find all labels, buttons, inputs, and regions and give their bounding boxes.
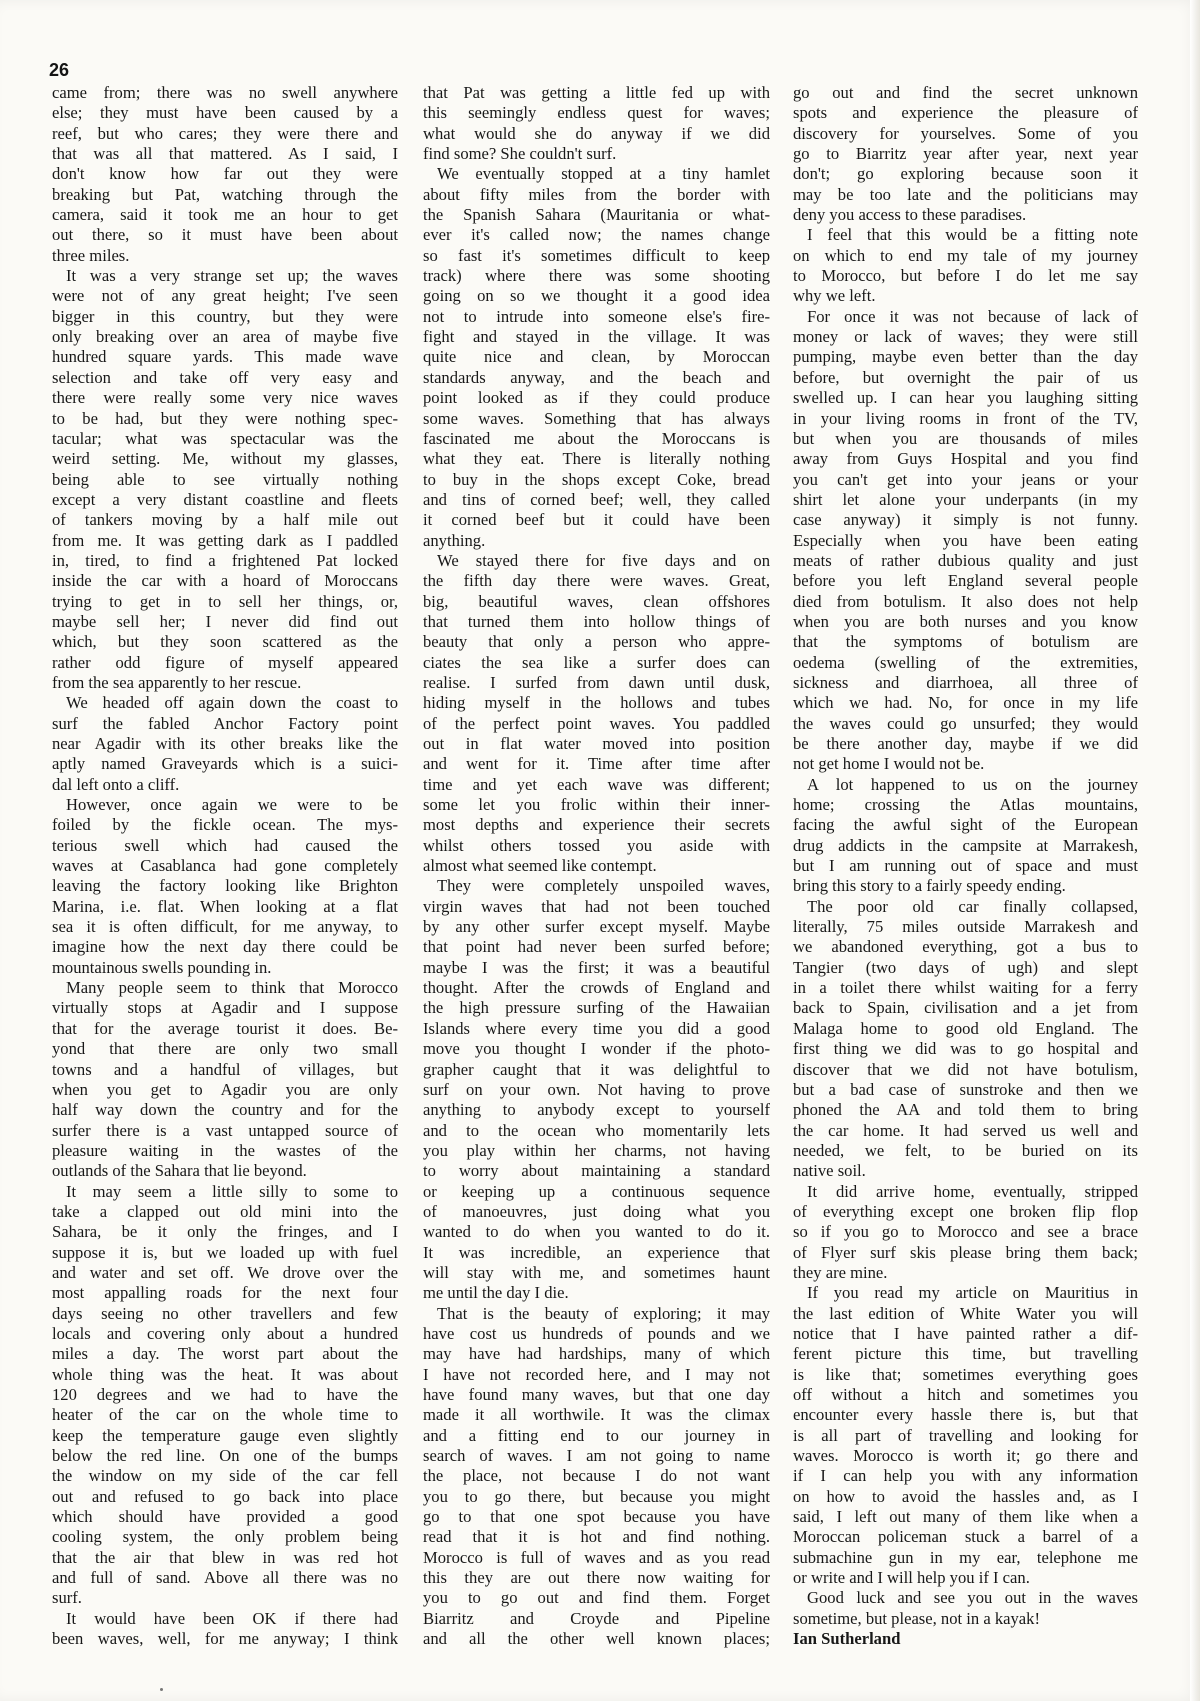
text-line: been waves, well, for me anyway; I think	[52, 1629, 398, 1649]
text-line: It would have been OK if there had	[66, 1608, 398, 1628]
text-line: we abandoned everything, got a bus to	[793, 937, 1138, 957]
text-line: whilst others tossed you aside with	[423, 835, 770, 855]
text-line: this seemingly endless quest for waves;	[423, 103, 770, 123]
text-line: swelled up. I can hear you laughing sitting	[793, 388, 1138, 408]
text-line: grapher caught that it was delightful to	[423, 1059, 770, 1079]
text-line: Marina, i.e. flat. When looking at a flat	[52, 896, 398, 916]
text-line: from the sea apparently to her rescue.	[52, 672, 302, 692]
text-line: waves at Casablanca had gone completely	[52, 856, 398, 876]
text-line: of manoeuvres, just doing what you	[423, 1201, 770, 1221]
text-line: dal left onto a cliff.	[52, 774, 180, 794]
text-line: the fifth day there were waves. Great,	[423, 571, 770, 591]
text-line: rather odd figure of myself appeared	[52, 652, 398, 672]
text-line: take a clapped out old mini into the	[52, 1201, 398, 1221]
text-line: some waves. Something that has always	[423, 408, 770, 428]
text-line: or write and I will help you if I can.	[793, 1568, 1030, 1588]
text-line: It was incredible, an experience that	[423, 1242, 770, 1262]
text-line: and to the ocean who momentarily lets	[423, 1120, 770, 1140]
text-line: the last edition of White Water you will	[793, 1303, 1138, 1323]
text-line: They were completely unspoiled waves,	[437, 876, 770, 896]
text-line: encounter every hassle there is, but that	[793, 1405, 1138, 1425]
text-line: came from; there was no swell anywhere	[52, 83, 398, 102]
text-line: before, but overnight the pair of us	[793, 367, 1138, 387]
text-line: leaving the factory looking like Brighton	[52, 876, 398, 896]
text-line: most depths and experience their secrets	[423, 815, 770, 835]
text-line: so fast it's sometimes difficult to keep	[423, 245, 770, 265]
text-line: but when you are thousands of miles	[793, 428, 1138, 448]
text-line: is like that; sometimes everything goes	[793, 1364, 1138, 1384]
text-line: which should have provided a good	[52, 1507, 398, 1527]
text-line: not get home I would not be.	[793, 754, 985, 774]
text-line: Islands where every time you did a good	[423, 1018, 770, 1038]
text-line: near Agadir with its other breaks like the	[52, 734, 398, 753]
text-line: I feel that this would be a fitting note	[807, 225, 1138, 245]
text-line: of Flyer surf skis please bring them back;	[793, 1242, 1138, 1262]
text-line: from me. It was getting dark as I paddled	[52, 530, 398, 550]
text-line: me until the day I die.	[423, 1283, 569, 1303]
text-line: sea it is often difficult, for me anyway, to	[52, 917, 398, 937]
text-line: but a bad case of sunstroke and then we	[793, 1079, 1138, 1099]
text-line: were not of any great height; I've seen	[52, 286, 398, 306]
text-line: I have not recorded here, and I may not	[423, 1364, 770, 1384]
text-line: back to Spain, civilisation and a jet from	[793, 998, 1138, 1018]
text-line: have found many waves, but that one day	[423, 1385, 770, 1404]
text-line: pleasure waiting in the wastes of the	[52, 1140, 398, 1160]
text-line: read that it is hot and find nothing.	[423, 1527, 770, 1547]
text-line: why we left.	[793, 286, 876, 306]
text-line: meats of rather dubious quality and just	[793, 550, 1138, 570]
author-byline: Ian Sutherland	[793, 1629, 901, 1649]
text-line: so if you go to Morocco and see a brace	[793, 1222, 1138, 1242]
text-line: ferent picture this time, but travelling	[793, 1344, 1138, 1364]
text-line: will stay with me, and sometimes haunt	[423, 1262, 770, 1282]
text-line: heater of the car on the whole time to	[52, 1405, 398, 1425]
text-line: when you get to Agadir you are only	[52, 1079, 398, 1099]
text-line: wanted to do when you wanted to do it.	[423, 1222, 770, 1242]
text-line: go to that one spot because you have	[423, 1507, 770, 1527]
text-line: If you read my article on Mauritius in	[807, 1283, 1138, 1303]
text-line: Many people seem to think that Morocco	[66, 978, 398, 998]
text-line: if I can help you with any information	[793, 1466, 1138, 1486]
text-line: the window on my side of the car fell	[52, 1466, 398, 1486]
text-line: foiled by the fickle ocean. The mys-	[52, 815, 398, 835]
text-line: It may seem a little silly to some to	[66, 1181, 398, 1201]
text-line: half way down the country and for the	[52, 1100, 398, 1120]
text-line: needed, we felt, to be buried on its	[793, 1140, 1138, 1160]
text-line: that for the average tourist it does. Be-	[52, 1018, 398, 1038]
text-line: towns and a handful of villages, but	[52, 1059, 398, 1079]
text-line: go out and find the secret unknown	[793, 83, 1138, 102]
text-line: which we had. No, for once in my life	[793, 693, 1138, 713]
text-line: and full of sand. Above all there was no	[52, 1568, 398, 1588]
text-line: most appalling roads for the next four	[52, 1283, 398, 1303]
text-line: Tangier (two days of ugh) and slept	[793, 957, 1138, 977]
text-line: mountainous swells pounding in.	[52, 957, 272, 977]
text-line: sickness and diarrhoea, all three of	[793, 672, 1138, 692]
text-line: notice that I have painted rather a dif-	[793, 1323, 1138, 1343]
text-line: about fifty miles from the border with	[423, 184, 770, 204]
text-line: Especially when you have been eating	[793, 530, 1138, 550]
text-line: to be had, but they were nothing spec-	[52, 408, 398, 428]
text-line: surfer there is a vast untapped source of	[52, 1120, 398, 1140]
text-line: bring this story to a fairly speedy ending.	[793, 876, 1066, 896]
text-line: native soil.	[793, 1161, 866, 1181]
text-line: may have had hardships, many of which	[423, 1344, 770, 1364]
text-line: search of waves. I am not going to name	[423, 1446, 770, 1466]
text-line: what would she do anyway if we did	[423, 123, 770, 143]
text-line: being able to see virtually nothing	[52, 469, 398, 489]
text-line: hundred square yards. This made wave	[52, 347, 398, 367]
text-line: breaking but Pat, watching through the	[52, 184, 398, 204]
text-line: We eventually stopped at a tiny hamlet	[437, 164, 770, 184]
text-line: inside the car with a hoard of Moroccans	[52, 571, 398, 591]
text-line: quite nice and clean, by Moroccan	[423, 347, 770, 367]
text-line: made it all worthwile. It was the climax	[423, 1405, 770, 1425]
text-line: don't know how far out they were	[52, 164, 398, 184]
text-line: that turned them into hollow things of	[423, 611, 770, 631]
text-line: maybe sell her; I never did find out	[52, 611, 398, 631]
text-line: discovery for yourselves. Some of you	[793, 123, 1138, 143]
text-line: anything.	[423, 530, 486, 550]
text-line: days seeing no other travellers and few	[52, 1303, 398, 1323]
text-line: find some? She couldn't surf.	[423, 144, 617, 164]
text-line: and tins of corned beef; well, they called	[423, 489, 770, 509]
text-line: they are mine.	[793, 1262, 888, 1282]
text-line: miles a day. The worst part about the	[52, 1344, 398, 1364]
text-line: is all part of travelling and looking for	[793, 1425, 1138, 1445]
article-column-2	[423, 83, 770, 1649]
text-line: trying to get in to sell her things, or,	[52, 591, 398, 611]
article-column-3	[793, 83, 1138, 1649]
text-line: you can't get into your jeans or your	[793, 469, 1138, 489]
text-line: to Morocco, but before I do let me say	[793, 266, 1138, 286]
text-line: Good luck and see you out in the waves	[807, 1588, 1138, 1608]
text-line: case anyway) it simply is not funny.	[793, 510, 1138, 530]
text-line: realise. I surfed from dawn until dusk,	[423, 672, 770, 692]
text-line: of tankers moving by a half mile out	[52, 510, 398, 530]
text-line: For once it was not because of lack of	[807, 306, 1138, 326]
text-line: anything to anybody except to yourself	[423, 1100, 770, 1120]
text-line: discover that we did not have botulism,	[793, 1059, 1138, 1079]
text-line: said, I left out many of them like when a	[793, 1507, 1138, 1527]
text-line: waves. Morocco is worth it; go there and	[793, 1446, 1138, 1466]
text-line: off without a hitch and sometimes you	[793, 1385, 1138, 1404]
text-line: going on so we thought it a good idea	[423, 286, 770, 306]
text-line: or keeping up a continuous sequence	[423, 1181, 770, 1201]
text-line: money or lack of waves; they were still	[793, 327, 1138, 347]
text-line: the waves could go unsurfed; they would	[793, 713, 1138, 733]
text-line: fascinated me about the Moroccans is	[423, 428, 770, 448]
text-line: only breaking over an area of maybe five	[52, 327, 398, 347]
text-line: tacular; what was spectacular was the	[52, 428, 398, 448]
text-line: Sahara, be it only the fringes, and I	[52, 1222, 398, 1242]
text-line: and water and set off. We drove over the	[52, 1262, 398, 1282]
text-line: almost what seemed like contempt.	[423, 856, 657, 876]
text-line: of everything except one broken flip flop	[793, 1201, 1138, 1221]
text-line: and a fitting end to our journey in	[423, 1425, 770, 1445]
text-line: imagine how the next day there could be	[52, 937, 398, 957]
text-line: on how to avoid the hassles and, as I	[793, 1486, 1138, 1506]
text-line: yond that there are only two small	[52, 1039, 398, 1059]
text-line: drug addicts in the campsite at Marrakesh,	[793, 835, 1138, 855]
text-line: by any other surfer except myself. Maybe	[423, 917, 770, 937]
text-line: We stayed there for five days and on	[437, 550, 770, 570]
text-line: virtually stops at Agadir and I suppose	[52, 998, 398, 1018]
text-line: you to go out and find them. Forget	[423, 1588, 770, 1608]
text-line: died from botulism. It also does not help	[793, 591, 1138, 611]
text-line: We headed off again down the coast to	[66, 693, 398, 713]
text-line: submachine gun in my ear, telephone me	[793, 1547, 1138, 1567]
text-line: bigger in this country, but they were	[52, 306, 398, 326]
text-line: in, tired, to find a frightened Pat locked	[52, 550, 398, 570]
text-line: fight and stayed in the village. It was	[423, 327, 770, 347]
text-line: oedema (swelling of the extremities,	[793, 652, 1138, 672]
text-line: except a very distant coastline and fleets	[52, 489, 398, 509]
text-line: sometime, but please, not in a kayak!	[793, 1608, 1040, 1628]
text-line: you play within her charms, not having	[423, 1140, 770, 1160]
text-line: aptly named Graveyards which is a suici-	[52, 754, 398, 774]
text-line: maybe I was the first; it was a beautiful	[423, 957, 770, 977]
text-line: outlands of the Sahara that lie beyond.	[52, 1161, 307, 1181]
print-speck	[160, 1688, 163, 1691]
text-line: out there, so it must have been about	[52, 225, 398, 245]
text-line: ever it's called now; the names change	[423, 225, 770, 245]
article-column-1	[52, 83, 398, 1649]
text-line: whole thing was the heat. It was about	[52, 1364, 398, 1384]
text-line: on which to end my tale of my journey	[793, 245, 1138, 265]
text-line: you to go there, but because you might	[423, 1486, 770, 1506]
text-line: It was a very strange set up; the waves	[66, 266, 398, 286]
text-line: when you are both nurses and you know	[793, 611, 1138, 631]
text-line: standards anyway, and the beach and	[423, 367, 770, 387]
text-line: that the air that blew in was red hot	[52, 1547, 398, 1567]
text-line: to buy in the shops except Coke, bread	[423, 469, 770, 489]
text-line: not to intrude into someone else's fire-	[423, 306, 770, 326]
text-line: may be too late and the politicians may	[793, 184, 1138, 204]
text-line: be there another day, maybe if we did	[793, 734, 1138, 753]
text-line: have cost us hundreds of pounds and we	[423, 1323, 770, 1343]
page-edge-shadow	[1190, 0, 1200, 1701]
text-line: to worry about maintaining a standard	[423, 1161, 770, 1181]
text-line: big, beautiful waves, clean offshores	[423, 591, 770, 611]
text-line: terious swell which had caused the	[52, 835, 398, 855]
text-line: it corned beef but it could have been	[423, 510, 770, 530]
text-line: surf on your own. Not having to prove	[423, 1079, 770, 1099]
text-line: don't; go exploring because soon it	[793, 164, 1138, 184]
text-line: deny you access to these paradises.	[793, 205, 1027, 225]
text-line: below the red line. On one of the bumps	[52, 1446, 398, 1466]
text-line: the place, not because I do not want	[423, 1466, 770, 1486]
text-line: time and yet each wave was different;	[423, 774, 770, 794]
text-line: Moroccan policeman stuck a barrel of a	[793, 1527, 1138, 1547]
text-line: the Spanish Sahara (Mauritania or what-	[423, 205, 770, 225]
text-line: and all the other well known places;	[423, 1629, 770, 1649]
text-line: that Pat was getting a little fed up with	[423, 83, 770, 102]
text-line: before you left England several people	[793, 571, 1138, 591]
text-line: pumping, maybe even better than the day	[793, 347, 1138, 367]
text-line: out in flat water moved into position	[423, 734, 770, 753]
text-line: beauty that only a person who appre-	[423, 632, 770, 652]
text-line: out and refused to go back into place	[52, 1486, 398, 1506]
text-line: suppose it is, but we loaded up with fuel	[52, 1242, 398, 1262]
text-line: A lot happened to us on the journey	[807, 774, 1138, 794]
text-line: reef, but who cares; they were there and	[52, 123, 398, 143]
text-line: camera, said it took me an hour to get	[52, 205, 398, 225]
text-line: what they eat. There is literally nothing	[423, 449, 770, 469]
text-line: It did arrive home, eventually, stripped	[807, 1181, 1138, 1201]
text-line: That is the beauty of exploring; it may	[437, 1303, 770, 1323]
text-line: the car home. It had served us well and	[793, 1120, 1138, 1140]
text-line: in your living rooms in front of the TV,	[793, 408, 1138, 428]
text-line: and went for it. Time after time after	[423, 754, 770, 774]
text-line: go to Biarritz year after year, next year	[793, 144, 1138, 164]
text-line: However, once again we were to be	[66, 795, 398, 815]
text-line: some let you frolic within their inner-	[423, 795, 770, 815]
text-line: of the perfect point waves. You paddled	[423, 713, 770, 733]
text-line: ciates the sea like a surfer does can	[423, 652, 770, 672]
text-line: phoned the AA and told them to bring	[793, 1100, 1138, 1120]
page-number: 26	[49, 60, 70, 80]
text-line: keep the temperature gauge even slightly	[52, 1425, 398, 1445]
text-line: move you thought I wonder if the photo-	[423, 1039, 770, 1059]
text-line: that point had never been surfed before;	[423, 937, 770, 957]
text-line: track) where there was some shooting	[423, 266, 770, 286]
text-line: surf.	[52, 1588, 82, 1608]
text-line: three miles.	[52, 245, 130, 265]
text-line: point looked as if they could produce	[423, 388, 770, 408]
text-line: in a toilet there whilst waiting for a ferry	[793, 978, 1138, 998]
text-line: Biarritz and Croyde and Pipeline	[423, 1608, 770, 1628]
text-line: Morocco is full of waves and as you read	[423, 1547, 770, 1567]
text-line: that was all that mattered. As I said, I	[52, 144, 398, 164]
text-line: first thing we did was to go hospital and	[793, 1039, 1138, 1059]
text-line: that the symptoms of botulism are	[793, 632, 1138, 652]
text-line: Malaga home to good old England. The	[793, 1018, 1138, 1038]
text-line: else; they must have been caused by a	[52, 103, 398, 123]
text-line: this they are out there now waiting for	[423, 1568, 770, 1588]
text-line: the high pressure surfing of the Hawaiian	[423, 998, 770, 1018]
text-line: thought. After the crowds of England and	[423, 978, 770, 998]
text-line: there were really some very nice waves	[52, 388, 398, 408]
text-line: The poor old car finally collapsed,	[807, 896, 1138, 916]
text-line: which, but they soon scattered as the	[52, 632, 398, 652]
text-line: weird setting. Me, without my glasses,	[52, 449, 398, 469]
text-line: selection and take off very easy and	[52, 367, 398, 387]
text-line: surf the fabled Anchor Factory point	[52, 713, 398, 733]
text-line: facing the awful sight of the European	[793, 815, 1138, 835]
text-line: virgin waves that had not been touched	[423, 896, 770, 916]
text-line: 120 degrees and we had to have the	[52, 1385, 398, 1404]
text-line: literally, 75 miles outside Marrakesh and	[793, 917, 1138, 937]
text-line: spots and experience the pleasure of	[793, 103, 1138, 123]
text-line: home; crossing the Atlas mountains,	[793, 795, 1138, 815]
text-line: away from Guys Hospital and you find	[793, 449, 1138, 469]
text-line: hiding myself in the hollows and tubes	[423, 693, 770, 713]
text-line: cooling system, the only problem being	[52, 1527, 398, 1547]
text-line: shirt let alone your underpants (in my	[793, 489, 1138, 509]
text-line: locals and covering only about a hundred	[52, 1323, 398, 1343]
text-line: but I am running out of space and must	[793, 856, 1138, 876]
